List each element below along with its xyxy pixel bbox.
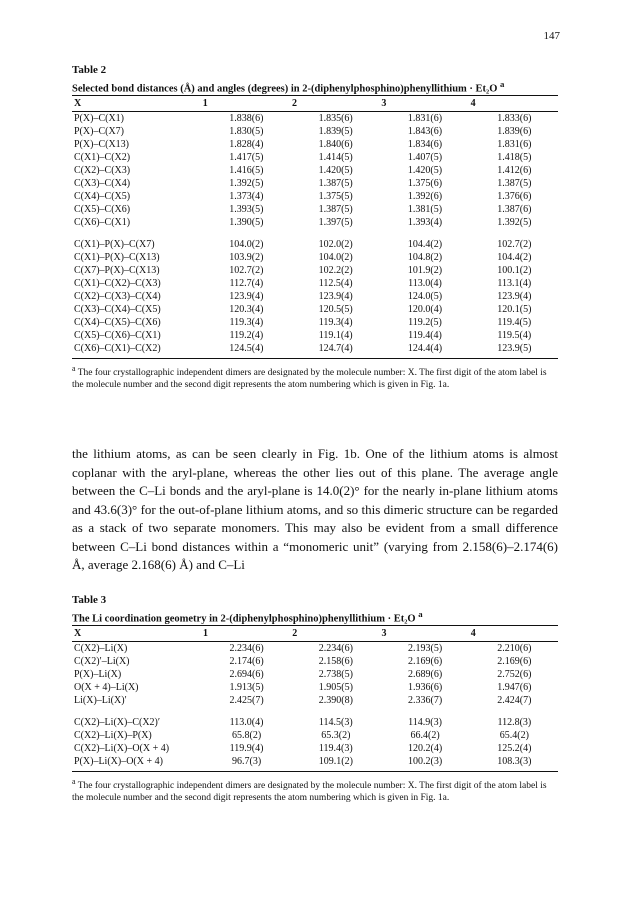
table-cell: 1.420(5) — [318, 164, 353, 176]
table-row — [72, 694, 558, 707]
row-label: C(X2)′–Li(X) — [74, 655, 130, 667]
table-cell: 65.8(2) — [231, 729, 262, 741]
table-row — [72, 729, 558, 742]
table-3-header-row — [72, 625, 558, 641]
table-cell: 1.414(5) — [318, 151, 353, 163]
table-cell: 104.0(2) — [229, 238, 264, 250]
table-cell: 1.833(6) — [497, 112, 532, 124]
table-row — [72, 164, 558, 177]
table-cell: 1.828(4) — [229, 138, 264, 150]
table-cell: 124.0(5) — [407, 290, 443, 302]
table-cell: 65.3(2) — [321, 729, 351, 741]
row-label: C(X1)–C(X2)–C(X3) — [74, 277, 161, 289]
table-cell: 1.387(5) — [497, 177, 532, 189]
table-cell: 119.9(4) — [229, 742, 264, 754]
table-cell: 102.2(2) — [318, 264, 353, 276]
table-cell: 113.0(4) — [229, 716, 264, 728]
table-cell: 1.831(6) — [407, 112, 443, 124]
table-cell: 2.169(6) — [497, 655, 532, 667]
table-row — [72, 251, 558, 264]
table-cell: 1.407(5) — [407, 151, 443, 163]
table-row — [72, 111, 558, 125]
table-cell: 125.2(4) — [497, 742, 532, 754]
table-cell: 1.412(6) — [497, 164, 532, 176]
table-cell: 1.416(5) — [229, 164, 264, 176]
table-cell: 2.425(7) — [229, 694, 264, 706]
column-header: 2 — [290, 95, 379, 111]
table-cell: 1.381(5) — [407, 203, 443, 215]
column-header: 1 — [201, 95, 290, 111]
table-cell: 119.3(4) — [318, 316, 353, 328]
table-cell: 2.210(6) — [497, 642, 532, 654]
row-label: O(X + 4)–Li(X) — [74, 681, 139, 693]
table-cell: 119.2(5) — [408, 316, 442, 328]
table-cell: 113.0(4) — [408, 277, 442, 289]
table-row — [72, 681, 558, 694]
table-row — [72, 138, 558, 151]
table-row — [72, 264, 558, 277]
table-cell: 120.0(4) — [407, 303, 443, 315]
table-row — [72, 177, 558, 190]
column-header: 4 — [469, 95, 558, 111]
table-cell: 101.9(2) — [407, 264, 443, 276]
column-header: 4 — [469, 625, 558, 641]
table-row — [72, 277, 558, 290]
table-row — [72, 668, 558, 681]
table-row — [72, 342, 558, 359]
table-cell: 102.7(2) — [229, 264, 264, 276]
table-cell: 112.7(4) — [229, 277, 264, 289]
table-cell: 2.234(6) — [229, 642, 264, 654]
table-3 — [72, 594, 558, 804]
row-label: C(X3)–C(X4)–C(X5) — [74, 303, 161, 315]
column-header: X — [72, 95, 201, 111]
row-label: C(X2)–Li(X) — [74, 642, 128, 654]
row-label: C(X3)–C(X4) — [74, 177, 131, 189]
table-cell: 2.689(6) — [407, 668, 443, 680]
table-cell: 119.1(4) — [318, 329, 353, 341]
row-label: C(X2)–C(X3)–C(X4) — [74, 290, 161, 302]
table-2-footnote: $^a$ The four crystallographic independent dimers are designated by the molecule number: X. The first digit of the atom label is the molecule number and the second digit represents the atom numbering which is given in Fig. 1a. — [72, 363, 547, 390]
row-label: C(X2)–Li(X)–C(X2)′ — [74, 716, 161, 728]
table-cell: 119.4(4) — [408, 329, 442, 341]
row-label: C(X4)–C(X5) — [74, 190, 131, 202]
table-cell: 1.387(5) — [318, 203, 353, 215]
table-row — [72, 707, 558, 729]
table-2 — [72, 64, 558, 391]
table-cell: 108.3(3) — [469, 755, 558, 772]
table-cell: 119.3(4) — [229, 316, 264, 328]
table-row — [72, 290, 558, 303]
table-cell: 104.8(2) — [407, 251, 443, 263]
table-cell: 1.393(4) — [407, 216, 443, 228]
table-cell: 1.392(5) — [497, 216, 532, 228]
table-cell: 102.0(2) — [318, 238, 353, 250]
table-cell: 119.4(5) — [497, 316, 532, 328]
table-cell: 1.392(6) — [407, 190, 443, 202]
table-cell: 120.1(5) — [497, 303, 532, 315]
table-cell: 1.839(6) — [497, 125, 532, 137]
table-3-title: The Li coordination geometry in 2-(diphenylphosphino)phenyllithium · Et₂O $^a$ — [72, 609, 423, 625]
table-cell: 102.7(2) — [497, 238, 532, 250]
table-cell: 1.418(5) — [497, 151, 532, 163]
row-label: P(X)–C(X13) — [74, 138, 129, 150]
table-cell: 1.375(5) — [318, 190, 353, 202]
table-row — [72, 229, 558, 251]
table-3-grid — [72, 625, 558, 772]
table-cell: 119.4(3) — [318, 742, 353, 754]
column-header: 3 — [379, 625, 468, 641]
table-row — [72, 742, 558, 755]
table-row — [72, 641, 558, 655]
table-cell: 1.905(5) — [318, 681, 353, 693]
table-cell: 2.158(6) — [318, 655, 353, 667]
table-cell: 1.387(6) — [497, 203, 532, 215]
table-cell: 2.390(8) — [318, 694, 353, 706]
table-row — [72, 755, 558, 772]
row-label: C(X7)–P(X)–C(X13) — [74, 264, 160, 276]
table-cell: 123.9(4) — [497, 290, 532, 302]
row-label: C(X1)–C(X2) — [74, 151, 131, 163]
table-cell: 1.376(6) — [497, 190, 532, 202]
table-2-grid — [72, 95, 558, 359]
table-cell: 1.420(5) — [407, 164, 443, 176]
row-label: P(X)–C(X1) — [74, 112, 124, 124]
table-cell: 2.752(6) — [497, 668, 532, 680]
table-cell: 1.840(6) — [318, 138, 353, 150]
table-cell: 1.830(5) — [229, 125, 264, 137]
table-row — [72, 203, 558, 216]
table-cell: 119.5(4) — [497, 329, 532, 341]
table-row — [72, 316, 558, 329]
table-2-title: Selected bond distances (Å) and angles (degrees) in 2-(diphenylphosphino)phenyllithium · Et₂O $^a$ — [72, 79, 505, 95]
table-cell: 1.835(6) — [318, 112, 353, 124]
table-cell: 1.417(5) — [229, 151, 264, 163]
row-label: C(X2)–Li(X)–O(X + 4) — [74, 742, 170, 754]
table-cell: 119.2(4) — [229, 329, 264, 341]
page-number: 147 — [543, 30, 560, 42]
table-cell: 124.5(4) — [201, 342, 290, 359]
table-cell: 112.8(3) — [497, 716, 532, 728]
body-paragraph: the lithium atoms, as can be seen clearly in Fig. 1b. One of the lithium atoms is almost coplanar with the aryl-plane, whereas the other lies out of this plane. The average angle between the C–Li bonds and the aryl-plane is 14.0(2)° for the nearly in-plane lithium atoms and 43.6(3)° for the out-of-plane lithium atoms, and so this dimeric structure can be regarded as a stack of two separate monomers. This may also be evident from a small difference between C–Li bond distances within a “monomeric unit” (varying from 2.158(6)–2.174(6) Å, average 2.168(6) Å) and C–Li — [72, 446, 558, 572]
table-cell: 1.913(5) — [229, 681, 264, 693]
table-cell: 1.387(5) — [318, 177, 353, 189]
column-header: 2 — [290, 625, 379, 641]
table-cell: 1.834(6) — [407, 138, 443, 150]
row-label: P(X)–C(X7) — [74, 125, 124, 137]
table-cell: 2.424(7) — [497, 694, 532, 706]
row-label: C(X1)–P(X)–C(X13) — [74, 251, 160, 263]
table-2-label: Table 2 — [72, 64, 107, 76]
table-cell: 104.4(2) — [497, 251, 532, 263]
table-row — [72, 190, 558, 203]
row-label: C(X6)–C(X1)–C(X2) — [72, 342, 201, 359]
table-cell: 2.193(5) — [407, 642, 443, 654]
row-label: C(X5)–C(X6) — [74, 203, 131, 215]
table-cell: 114.5(3) — [318, 716, 353, 728]
table-cell: 1.390(5) — [229, 216, 264, 228]
table-cell: 123.9(4) — [318, 290, 353, 302]
table-cell: 2.169(6) — [407, 655, 443, 667]
table-cell: 109.1(2) — [290, 755, 379, 772]
table-cell: 1.397(5) — [318, 216, 353, 228]
table-cell: 1.947(6) — [497, 681, 532, 693]
table-cell: 2.174(6) — [229, 655, 264, 667]
table-cell: 120.2(4) — [407, 742, 443, 754]
table-cell: 2.694(6) — [229, 668, 264, 680]
row-label: C(X6)–C(X1) — [74, 216, 131, 228]
table-cell: 112.5(4) — [318, 277, 353, 289]
table-row — [72, 655, 558, 668]
row-label: C(X2)–C(X3) — [74, 164, 131, 176]
table-3-label: Table 3 — [72, 594, 107, 606]
row-label: C(X4)–C(X5)–C(X6) — [74, 316, 161, 328]
table-cell: 104.4(2) — [407, 238, 443, 250]
table-row — [72, 125, 558, 138]
table-cell: 1.839(5) — [318, 125, 353, 137]
table-cell: 1.843(6) — [407, 125, 443, 137]
table-cell: 120.5(5) — [318, 303, 353, 315]
table-cell: 100.1(2) — [497, 264, 532, 276]
column-header: 3 — [379, 95, 468, 111]
table-2-header-row — [72, 95, 558, 111]
row-label: C(X2)–Li(X)–P(X) — [74, 729, 152, 741]
row-label: C(X1)–P(X)–C(X7) — [74, 238, 155, 250]
table-row — [72, 303, 558, 316]
table-cell: 123.9(4) — [229, 290, 264, 302]
table-row — [72, 151, 558, 164]
row-label: C(X5)–C(X6)–C(X1) — [74, 329, 161, 341]
table-3-footnote: $^a$ The four crystallographic independent dimers are designated by the molecule number: X. The first digit of the atom label is the molecule number and the second digit represents the atom numbering which is given in Fig. 1a. — [72, 776, 547, 803]
table-cell: 66.4(2) — [410, 729, 440, 741]
table-cell: 124.4(4) — [379, 342, 468, 359]
table-cell: 2.738(5) — [318, 668, 353, 680]
row-label: P(X)–Li(X)–O(X + 4) — [72, 755, 201, 772]
table-cell: 1.831(6) — [497, 138, 532, 150]
table-cell: 103.9(2) — [229, 251, 264, 263]
table-cell: 123.9(5) — [469, 342, 558, 359]
table-cell: 2.234(6) — [318, 642, 353, 654]
table-cell: 96.7(3) — [201, 755, 290, 772]
column-header: 1 — [201, 625, 290, 641]
table-cell: 2.336(7) — [407, 694, 443, 706]
table-cell: 1.838(6) — [229, 112, 264, 124]
table-row — [72, 329, 558, 342]
table-row — [72, 216, 558, 229]
table-cell: 1.392(5) — [229, 177, 264, 189]
table-cell: 65.4(2) — [499, 729, 529, 741]
table-cell: 1.375(6) — [407, 177, 443, 189]
table-cell: 113.1(4) — [497, 277, 532, 289]
table-cell: 1.373(4) — [229, 190, 264, 202]
table-cell: 1.936(6) — [407, 681, 443, 693]
table-cell: 104.0(2) — [318, 251, 353, 263]
table-cell: 100.2(3) — [379, 755, 468, 772]
column-header: X — [72, 625, 201, 641]
table-cell: 124.7(4) — [290, 342, 379, 359]
table-cell: 120.3(4) — [229, 303, 264, 315]
table-cell: 114.9(3) — [408, 716, 442, 728]
row-label: Li(X)–Li(X)′ — [74, 694, 127, 706]
table-cell: 1.393(5) — [229, 203, 264, 215]
row-label: P(X)–Li(X) — [74, 668, 122, 680]
